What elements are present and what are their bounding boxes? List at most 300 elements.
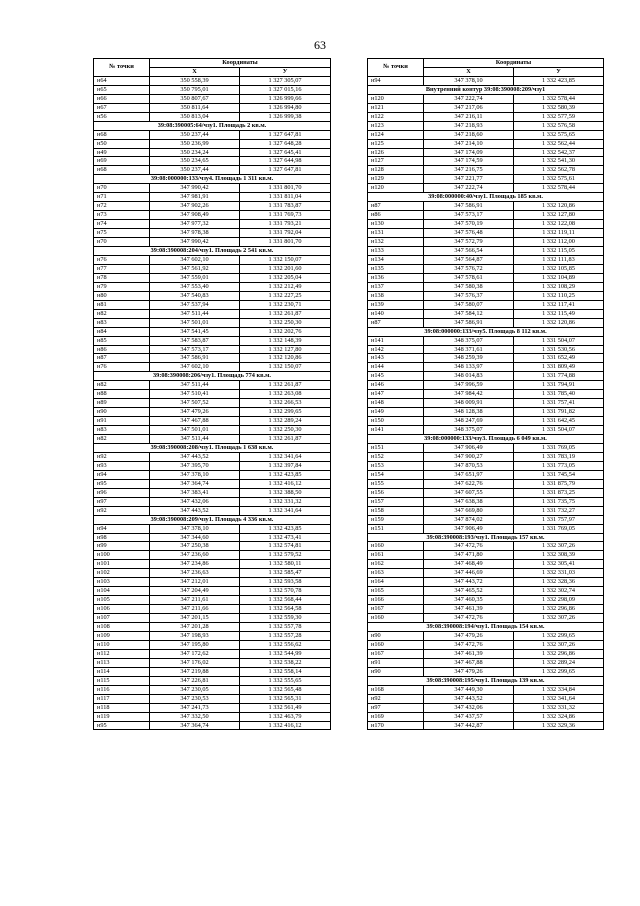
table-row bbox=[368, 632, 604, 641]
x-coordinate: 347 874,02 bbox=[424, 515, 514, 524]
y-coordinate: 1 332 263,08 bbox=[240, 390, 331, 399]
point-number: н167 bbox=[368, 649, 424, 658]
table-row bbox=[94, 524, 331, 533]
point-number: н90 bbox=[368, 632, 424, 641]
y-coordinate: 1 331 652,49 bbox=[514, 354, 604, 363]
y-coordinate: 1 332 205,04 bbox=[240, 273, 331, 282]
table-row bbox=[94, 354, 331, 363]
table-row bbox=[368, 112, 604, 121]
point-number: н123 bbox=[368, 121, 424, 130]
x-coordinate: 347 378,10 bbox=[424, 76, 514, 85]
table-row bbox=[368, 578, 604, 587]
x-coordinate: 347 510,41 bbox=[150, 390, 240, 399]
point-number: н159 bbox=[368, 515, 424, 524]
x-coordinate: 348 259,39 bbox=[424, 354, 514, 363]
point-number: н90 bbox=[368, 667, 424, 676]
point-number: н131 bbox=[368, 229, 424, 238]
table-row bbox=[94, 676, 331, 685]
x-coordinate: 347 471,80 bbox=[424, 551, 514, 560]
x-coordinate: 347 443,52 bbox=[150, 506, 240, 515]
table-row bbox=[94, 623, 331, 632]
y-coordinate: 1 331 757,41 bbox=[514, 399, 604, 408]
point-number: н120 bbox=[368, 184, 424, 193]
x-coordinate: 347 250,38 bbox=[150, 542, 240, 551]
y-coordinate: 1 331 792,04 bbox=[240, 229, 331, 238]
x-coordinate: 347 511,44 bbox=[150, 309, 240, 318]
section-title: 39:08:390008:204/чзу1. Площадь 2 541 кв.м. bbox=[94, 247, 331, 256]
y-coordinate: 1 332 565,48 bbox=[240, 685, 331, 694]
x-coordinate: 347 990,42 bbox=[150, 184, 240, 193]
table-row bbox=[368, 479, 604, 488]
table-row bbox=[368, 399, 604, 408]
x-coordinate: 347 449,30 bbox=[424, 685, 514, 694]
x-coordinate: 348 247,69 bbox=[424, 417, 514, 426]
table-row bbox=[94, 461, 331, 470]
table-row bbox=[368, 569, 604, 578]
point-number: н92 bbox=[94, 452, 150, 461]
table-row bbox=[368, 408, 604, 417]
x-coordinate: 347 378,10 bbox=[150, 524, 240, 533]
y-coordinate: 1 327 645,41 bbox=[240, 148, 331, 157]
point-number: н97 bbox=[368, 703, 424, 712]
table-row bbox=[94, 112, 331, 121]
x-coordinate: 347 479,26 bbox=[424, 632, 514, 641]
x-coordinate: 347 201,28 bbox=[150, 623, 240, 632]
x-coordinate: 347 651,97 bbox=[424, 470, 514, 479]
y-coordinate: 1 332 556,62 bbox=[240, 640, 331, 649]
table-row bbox=[94, 327, 331, 336]
x-coordinate: 347 234,86 bbox=[150, 560, 240, 569]
point-number: н83 bbox=[94, 318, 150, 327]
y-coordinate: 1 332 557,28 bbox=[240, 632, 331, 641]
table-row bbox=[368, 506, 604, 515]
x-coordinate: 347 230,05 bbox=[150, 685, 240, 694]
x-coordinate: 347 212,01 bbox=[150, 578, 240, 587]
x-coordinate: 347 981,91 bbox=[150, 193, 240, 202]
point-number: н87 bbox=[368, 318, 424, 327]
y-coordinate: 1 331 774,88 bbox=[514, 372, 604, 381]
table-row bbox=[368, 667, 604, 676]
y-coordinate: 1 332 577,59 bbox=[514, 112, 604, 121]
x-coordinate: 347 461,39 bbox=[424, 649, 514, 658]
y-coordinate: 1 332 307,26 bbox=[514, 614, 604, 623]
point-number: н105 bbox=[94, 596, 150, 605]
y-coordinate: 1 327 305,07 bbox=[240, 76, 331, 85]
x-coordinate: 347 870,53 bbox=[424, 461, 514, 470]
point-number: н67 bbox=[94, 103, 150, 112]
point-number-header: № точки bbox=[368, 59, 424, 77]
x-header: X bbox=[424, 67, 514, 76]
x-coordinate: 347 216,75 bbox=[424, 166, 514, 175]
point-number: н69 bbox=[94, 157, 150, 166]
y-coordinate: 1 332 341,64 bbox=[240, 452, 331, 461]
table-row bbox=[94, 497, 331, 506]
point-number: н92 bbox=[94, 506, 150, 515]
y-coordinate: 1 331 530,56 bbox=[514, 345, 604, 354]
x-coordinate: 347 580,07 bbox=[424, 300, 514, 309]
y-coordinate: 1 331 783,19 bbox=[514, 452, 604, 461]
table-row bbox=[368, 336, 604, 345]
section-row bbox=[368, 676, 604, 685]
table-row bbox=[368, 515, 604, 524]
point-number: н97 bbox=[94, 497, 150, 506]
x-coordinate: 347 241,73 bbox=[150, 703, 240, 712]
y-coordinate: 1 332 307,26 bbox=[514, 640, 604, 649]
point-number: н94 bbox=[368, 76, 424, 85]
point-number: н115 bbox=[94, 676, 150, 685]
x-coordinate: 347 446,69 bbox=[424, 569, 514, 578]
point-number: н56 bbox=[94, 112, 150, 121]
x-coordinate: 347 472,76 bbox=[424, 640, 514, 649]
y-coordinate: 1 332 148,39 bbox=[240, 336, 331, 345]
table-row bbox=[94, 148, 331, 157]
point-number: н141 bbox=[368, 336, 424, 345]
table-row bbox=[94, 569, 331, 578]
point-number: н118 bbox=[94, 703, 150, 712]
x-coordinate: 350 813,04 bbox=[150, 112, 240, 121]
y-coordinate: 1 332 331,03 bbox=[514, 569, 604, 578]
x-coordinate: 347 472,76 bbox=[424, 542, 514, 551]
y-coordinate: 1 332 120,86 bbox=[514, 202, 604, 211]
point-number: н79 bbox=[94, 282, 150, 291]
point-number: н132 bbox=[368, 238, 424, 247]
y-coordinate: 1 332 305,41 bbox=[514, 560, 604, 569]
y-coordinate: 1 332 463,79 bbox=[240, 712, 331, 721]
table-row bbox=[368, 658, 604, 667]
x-coordinate: 347 332,50 bbox=[150, 712, 240, 721]
point-number: н77 bbox=[94, 264, 150, 273]
y-coordinate: 1 332 416,12 bbox=[240, 721, 331, 730]
x-coordinate: 347 902,26 bbox=[150, 202, 240, 211]
table-row bbox=[368, 354, 604, 363]
y-coordinate: 1 332 261,87 bbox=[240, 381, 331, 390]
point-number: н122 bbox=[368, 112, 424, 121]
x-coordinate: 347 195,80 bbox=[150, 640, 240, 649]
y-coordinate: 1 332 580,11 bbox=[240, 560, 331, 569]
point-number: н84 bbox=[94, 327, 150, 336]
y-coordinate: 1 332 289,24 bbox=[514, 658, 604, 667]
x-coordinate: 347 204,49 bbox=[150, 587, 240, 596]
x-coordinate: 347 900,27 bbox=[424, 452, 514, 461]
x-coordinate: 347 607,55 bbox=[424, 488, 514, 497]
x-coordinate: 347 219,88 bbox=[150, 667, 240, 676]
y-coordinate: 1 332 115,05 bbox=[514, 247, 604, 256]
table-row bbox=[368, 703, 604, 712]
x-coordinate: 347 442,87 bbox=[424, 721, 514, 730]
section-row bbox=[94, 247, 331, 256]
x-coordinate: 350 237,44 bbox=[150, 166, 240, 175]
table-row bbox=[368, 76, 604, 85]
y-coordinate: 1 332 575,61 bbox=[514, 175, 604, 184]
point-number: н68 bbox=[94, 130, 150, 139]
y-coordinate: 1 331 873,25 bbox=[514, 488, 604, 497]
section-row bbox=[368, 193, 604, 202]
y-coordinate: 1 331 732,27 bbox=[514, 506, 604, 515]
point-number: н114 bbox=[94, 667, 150, 676]
y-coordinate: 1 332 341,64 bbox=[240, 506, 331, 515]
point-number: н121 bbox=[368, 103, 424, 112]
section-title: 39:08:390008:195/чзу1. Площадь 139 кв.м. bbox=[368, 676, 604, 685]
point-number: н87 bbox=[94, 354, 150, 363]
coordinates-table-left bbox=[93, 58, 331, 730]
table-row bbox=[94, 85, 331, 94]
point-number: н169 bbox=[368, 712, 424, 721]
section-title: 39:08:000000:133/чзу3. Площадь 6 049 кв.м. bbox=[368, 435, 604, 444]
table-row bbox=[94, 479, 331, 488]
point-number: н141 bbox=[368, 426, 424, 435]
point-number: н80 bbox=[94, 291, 150, 300]
section-title: 39:08:000000:133/чзу5. Площадь 8 112 кв.м. bbox=[368, 327, 604, 336]
point-number: н151 bbox=[368, 443, 424, 452]
x-coordinate: 347 211,61 bbox=[150, 596, 240, 605]
table-row bbox=[368, 238, 604, 247]
y-coordinate: 1 332 388,50 bbox=[240, 488, 331, 497]
y-coordinate: 1 332 564,58 bbox=[240, 605, 331, 614]
x-coordinate: 347 437,57 bbox=[424, 712, 514, 721]
y-coordinate: 1 332 117,41 bbox=[514, 300, 604, 309]
y-coordinate: 1 331 791,82 bbox=[514, 408, 604, 417]
section-title: Внутренний контур 39:08:390008:209/чзу1 bbox=[368, 85, 604, 94]
point-number: н129 bbox=[368, 175, 424, 184]
y-coordinate: 1 332 202,76 bbox=[240, 327, 331, 336]
point-number: н139 bbox=[368, 300, 424, 309]
table-row bbox=[94, 658, 331, 667]
point-number: н90 bbox=[94, 408, 150, 417]
y-coordinate: 1 332 212,49 bbox=[240, 282, 331, 291]
point-number: н161 bbox=[368, 551, 424, 560]
point-number: н66 bbox=[94, 94, 150, 103]
x-coordinate: 347 984,42 bbox=[424, 390, 514, 399]
table-row bbox=[368, 649, 604, 658]
table-row bbox=[94, 596, 331, 605]
point-number: н71 bbox=[94, 193, 150, 202]
table-row bbox=[368, 614, 604, 623]
y-coordinate: 1 332 341,64 bbox=[514, 694, 604, 703]
section-row bbox=[94, 175, 331, 184]
x-coordinate: 347 584,12 bbox=[424, 309, 514, 318]
point-number: н119 bbox=[94, 712, 150, 721]
y-coordinate: 1 327 015,16 bbox=[240, 85, 331, 94]
table-row bbox=[368, 103, 604, 112]
table-row bbox=[94, 202, 331, 211]
y-coordinate: 1 332 119,11 bbox=[514, 229, 604, 238]
table-row bbox=[368, 94, 604, 103]
x-coordinate: 347 432,06 bbox=[150, 497, 240, 506]
y-coordinate: 1 326 999,38 bbox=[240, 112, 331, 121]
y-coordinate: 1 332 565,31 bbox=[240, 694, 331, 703]
point-number: н91 bbox=[94, 417, 150, 426]
x-coordinate: 347 669,80 bbox=[424, 506, 514, 515]
x-coordinate: 347 586,91 bbox=[424, 202, 514, 211]
point-number: н86 bbox=[368, 211, 424, 220]
point-number: н157 bbox=[368, 497, 424, 506]
y-coordinate: 1 331 875,79 bbox=[514, 479, 604, 488]
table-row bbox=[368, 202, 604, 211]
x-coordinate: 347 507,52 bbox=[150, 399, 240, 408]
y-coordinate: 1 332 299,65 bbox=[514, 632, 604, 641]
table-row bbox=[368, 282, 604, 291]
point-number: н102 bbox=[94, 569, 150, 578]
table-row bbox=[94, 506, 331, 515]
table-row bbox=[368, 470, 604, 479]
point-number: н166 bbox=[368, 596, 424, 605]
point-number: н99 bbox=[94, 542, 150, 551]
table-row bbox=[94, 533, 331, 542]
y-coordinate: 1 331 785,40 bbox=[514, 390, 604, 399]
y-coordinate: 1 331 811,04 bbox=[240, 193, 331, 202]
x-coordinate: 347 570,19 bbox=[424, 220, 514, 229]
x-coordinate: 347 977,32 bbox=[150, 220, 240, 229]
y-coordinate: 1 332 555,65 bbox=[240, 676, 331, 685]
table-row bbox=[368, 175, 604, 184]
x-coordinate: 347 472,76 bbox=[424, 614, 514, 623]
y-coordinate: 1 332 593,58 bbox=[240, 578, 331, 587]
point-number: н125 bbox=[368, 139, 424, 148]
x-coordinate: 347 221,77 bbox=[424, 175, 514, 184]
x-coordinate: 347 578,61 bbox=[424, 273, 514, 282]
point-number: н156 bbox=[368, 488, 424, 497]
section-row bbox=[368, 85, 604, 94]
point-number: н82 bbox=[94, 435, 150, 444]
y-coordinate: 1 332 574,81 bbox=[240, 542, 331, 551]
point-number: н160 bbox=[368, 614, 424, 623]
table-row bbox=[368, 443, 604, 452]
x-coordinate: 347 218,93 bbox=[424, 121, 514, 130]
x-coordinate: 347 559,01 bbox=[150, 273, 240, 282]
table-row bbox=[94, 614, 331, 623]
y-coordinate: 1 332 329,36 bbox=[514, 721, 604, 730]
point-number: н163 bbox=[368, 569, 424, 578]
y-coordinate: 1 332 331,32 bbox=[514, 703, 604, 712]
table-row bbox=[368, 381, 604, 390]
table-row bbox=[368, 166, 604, 175]
x-coordinate: 347 990,42 bbox=[150, 238, 240, 247]
x-coordinate: 347 511,44 bbox=[150, 381, 240, 390]
y-coordinate: 1 331 642,45 bbox=[514, 417, 604, 426]
table-row bbox=[94, 255, 331, 264]
table-row bbox=[368, 390, 604, 399]
point-number: н130 bbox=[368, 220, 424, 229]
table-row bbox=[368, 220, 604, 229]
section-row bbox=[94, 515, 331, 524]
point-number: н153 bbox=[368, 461, 424, 470]
point-number: н142 bbox=[368, 345, 424, 354]
y-coordinate: 1 332 266,53 bbox=[240, 399, 331, 408]
table-row bbox=[94, 685, 331, 694]
table-row bbox=[368, 560, 604, 569]
y-coordinate: 1 332 334,84 bbox=[514, 685, 604, 694]
y-coordinate: 1 332 568,44 bbox=[240, 596, 331, 605]
x-coordinate: 347 226,81 bbox=[150, 676, 240, 685]
y-coordinate: 1 332 250,30 bbox=[240, 426, 331, 435]
x-coordinate: 347 364,74 bbox=[150, 479, 240, 488]
section-row bbox=[368, 435, 604, 444]
table-row bbox=[368, 318, 604, 327]
section-title: 39:08:390008:193/чзу1. Площадь 157 кв.м. bbox=[368, 533, 604, 542]
y-coordinate: 1 331 769,05 bbox=[514, 443, 604, 452]
x-coordinate: 347 479,26 bbox=[424, 667, 514, 676]
table-row bbox=[368, 640, 604, 649]
x-coordinate: 347 236,60 bbox=[150, 551, 240, 560]
x-coordinate: 347 537,94 bbox=[150, 300, 240, 309]
x-coordinate: 350 558,39 bbox=[150, 76, 240, 85]
point-number: н89 bbox=[94, 399, 150, 408]
point-number: н87 bbox=[368, 202, 424, 211]
point-number: н135 bbox=[368, 264, 424, 273]
table-row bbox=[94, 399, 331, 408]
y-coordinate: 1 332 289,24 bbox=[240, 417, 331, 426]
section-row bbox=[94, 443, 331, 452]
table-row bbox=[94, 542, 331, 551]
x-coordinate: 347 622,76 bbox=[424, 479, 514, 488]
table-row bbox=[368, 524, 604, 533]
point-number: н96 bbox=[94, 488, 150, 497]
point-number: н76 bbox=[94, 255, 150, 264]
point-number: н94 bbox=[94, 470, 150, 479]
y-header: У bbox=[240, 67, 331, 76]
point-number: н94 bbox=[94, 524, 150, 533]
x-coordinate: 348 128,38 bbox=[424, 408, 514, 417]
y-coordinate: 1 327 648,28 bbox=[240, 139, 331, 148]
x-coordinate: 347 383,41 bbox=[150, 488, 240, 497]
y-coordinate: 1 332 307,26 bbox=[514, 542, 604, 551]
y-coordinate: 1 332 298,09 bbox=[514, 596, 604, 605]
table-row bbox=[94, 435, 331, 444]
table-row bbox=[368, 551, 604, 560]
point-number: н72 bbox=[94, 202, 150, 211]
table-row bbox=[368, 345, 604, 354]
x-coordinate: 347 572,79 bbox=[424, 238, 514, 247]
point-number: н83 bbox=[94, 426, 150, 435]
x-coordinate: 347 222,74 bbox=[424, 94, 514, 103]
point-number: н86 bbox=[94, 345, 150, 354]
point-number: н136 bbox=[368, 273, 424, 282]
x-coordinate: 347 198,93 bbox=[150, 632, 240, 641]
table-row bbox=[368, 130, 604, 139]
coordinates-table-right bbox=[367, 58, 604, 730]
x-coordinate: 347 443,52 bbox=[150, 452, 240, 461]
point-number: н134 bbox=[368, 255, 424, 264]
table-row bbox=[94, 300, 331, 309]
point-number: н110 bbox=[94, 640, 150, 649]
point-number: н146 bbox=[368, 381, 424, 390]
y-coordinate: 1 327 647,81 bbox=[240, 130, 331, 139]
x-coordinate: 347 586,91 bbox=[424, 318, 514, 327]
table-row bbox=[368, 488, 604, 497]
table-row bbox=[368, 148, 604, 157]
table-row bbox=[368, 426, 604, 435]
x-coordinate: 350 807,67 bbox=[150, 94, 240, 103]
table-row bbox=[368, 417, 604, 426]
point-number: н76 bbox=[94, 363, 150, 372]
x-coordinate: 348 014,83 bbox=[424, 372, 514, 381]
x-coordinate: 347 573,17 bbox=[424, 211, 514, 220]
section-title: 39:08:000000:40/чзу1. Площадь 185 кв.м. bbox=[368, 193, 604, 202]
table-row bbox=[368, 184, 604, 193]
point-number: н140 bbox=[368, 309, 424, 318]
point-number: н70 bbox=[94, 238, 150, 247]
y-coordinate: 1 332 416,12 bbox=[240, 479, 331, 488]
point-number: н82 bbox=[94, 309, 150, 318]
y-coordinate: 1 332 250,30 bbox=[240, 318, 331, 327]
y-coordinate: 1 331 809,49 bbox=[514, 363, 604, 372]
table-row bbox=[94, 157, 331, 166]
table-row bbox=[368, 264, 604, 273]
point-number: н70 bbox=[94, 184, 150, 193]
point-number: н127 bbox=[368, 157, 424, 166]
table-row bbox=[368, 587, 604, 596]
y-coordinate: 1 332 261,87 bbox=[240, 435, 331, 444]
